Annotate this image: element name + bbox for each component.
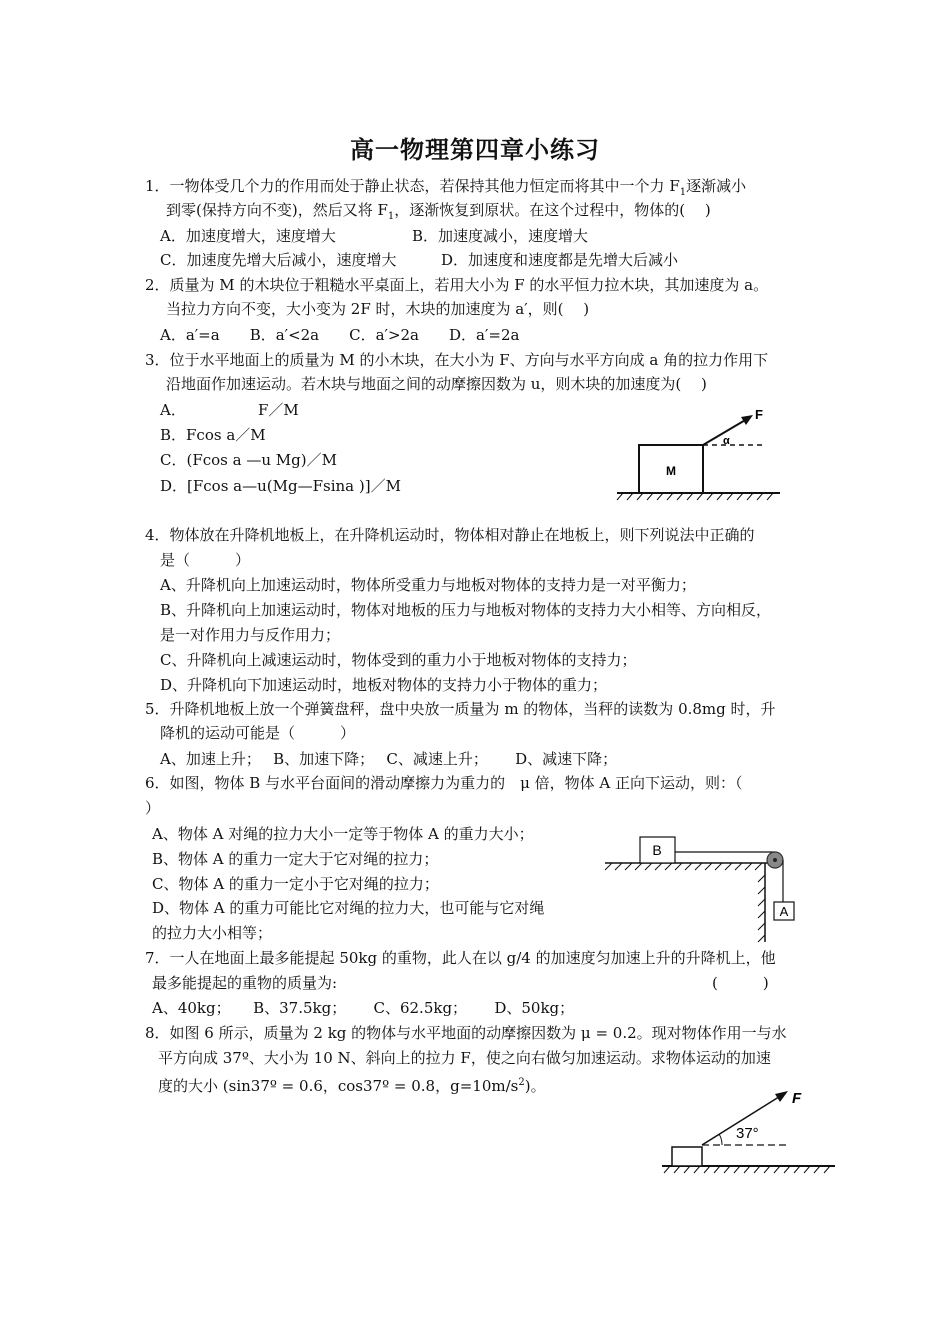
q4-option-b-line1: B、升降机向上加速运动时，物体对地板的压力与地板对物体的支持力大小相等、方向相反， <box>160 601 772 619</box>
q2-options: A．a′=a B．a′<2a C．a′>2a D．a′=2a <box>160 326 520 344</box>
angle-arc <box>719 1134 722 1145</box>
q7-stem-line1: 7．一人在地面上最多能提起 50kg 的重物，此人在以 g/4 的加速度匀加速上升的升降机上，他 <box>145 949 776 967</box>
q3-option-b: B．Fcos a／M <box>160 426 266 444</box>
q3-stem-line1: 3．位于水平地面上的质量为 M 的小木块，在大小为 F、方向与水平方向成 a 角的拉力作用下 <box>145 351 769 369</box>
page-title: 高一物理第四章小练习 <box>350 135 600 164</box>
q1-option-b: B．加速度减小，速度增大 <box>412 227 589 245</box>
q5-stem-line1: 5．升降机地板上放一个弹簧盘秤，盘中央放一质量为 m 的物体，当秤的读数为 0.8mg 时，升 <box>145 700 776 718</box>
force-arrowhead <box>741 415 753 425</box>
block <box>672 1147 702 1166</box>
q8-stem-line3: 度的大小 (sin37º = 0.6，cos37º = 0.8，$g=10m/s^2$)。 <box>158 1077 546 1095</box>
q4-stem-line1: 4．物体放在升降机地板上，在升降机运动时，物体相对静止在地板上，则下列说法中正确的 <box>145 526 755 544</box>
q8-figure <box>660 1085 840 1180</box>
q1-option-c: C．加速度先增大后减小，速度增大 <box>160 251 397 269</box>
q8-stem-line2: 平方向成 37º、大小为 10 N、斜向上的拉力 F，使之向右做匀加速运动。求物体运动的加速 <box>158 1049 771 1067</box>
q4-option-c: C、升降机向上减速运动时，物体受到的重力小于地板对物体的支持力； <box>160 651 637 669</box>
q6-option-c: C、物体 A 的重力一定小于它对绳的拉力； <box>152 875 439 893</box>
q4-option-b-line2: 是一对作用力与反作用力； <box>160 626 341 644</box>
q1-option-d: D．加速度和速度都是先增大后减小 <box>441 251 679 269</box>
block-a-label: A <box>779 904 789 919</box>
q6-option-d-line2: 的拉力大小相等； <box>152 924 273 942</box>
q4-stem-line2: 是（ ） <box>160 551 251 569</box>
q6-stem-line1: 6．如图，物体 B 与水平台面间的滑动摩擦力为重力的 μ 倍，物体 A 正向下运动，则：（ <box>145 774 743 792</box>
q4-option-d: D、升降机向下加速运动时，地板对物体的支持力小于物体的重力； <box>160 676 608 694</box>
table-hatching <box>605 863 762 870</box>
q3-option-a-label: A． <box>160 401 186 419</box>
angle-label: 37° <box>736 1125 759 1142</box>
q1-option-a: A．加速度增大，速度增大 <box>160 227 336 245</box>
angle-label: α <box>723 435 730 447</box>
q1-stem-line1: 1．一物体受几个力的作用而处于静止状态，若保持其他力恒定而将其中一个力 $F_1$逐渐减小 <box>145 177 747 198</box>
q6-figure <box>600 830 810 945</box>
pulley-axle <box>773 858 777 862</box>
q3-stem-line2: 沿地面作加速运动。若木块与地面之间的动摩擦因数为 u，则木块的加速度为( ) <box>166 375 707 393</box>
q7-answer-paren: ( ) <box>712 974 769 992</box>
q2-stem-line2: 当拉力方向不变，大小变为 2F 时，木块的加速度为 a′，则( ) <box>166 300 590 318</box>
q1-stem-line2: 到零(保持方向不变)，然后又将 $F_1$，逐渐恢复到原状。在这个过程中，物体的( ) <box>166 201 711 222</box>
q8-stem-line1: 8．如图 6 所示，质量为 2 kg 的物体与水平地面的动摩擦因数为 μ = 0.2。现对物体作用一与水 <box>145 1024 787 1042</box>
block-m-label: M <box>666 464 676 478</box>
q5-options: A、加速上升； B、加速下降； C、减速上升； D、减速下降； <box>160 750 618 768</box>
q6-option-a: A、物体 A 对绳的拉力大小一定等于物体 A 的重力大小； <box>152 825 534 843</box>
q6-option-b: B、物体 A 的重力一定大于它对绳的拉力； <box>152 850 439 868</box>
q2-stem-line1: 2．质量为 M 的木块位于粗糙水平桌面上，若用大小为 F 的水平恒力拉木块，其加速度为 a。 <box>145 276 769 294</box>
force-label: F <box>792 1090 802 1107</box>
q7-options: A、40kg； B、37.5kg； C、62.5kg； D、50kg； <box>152 999 575 1017</box>
side-hatching <box>758 875 765 942</box>
q3-option-c: C．(Fcos a —u Mg)／M <box>160 451 337 469</box>
block-b-label: B <box>652 842 662 858</box>
q3-option-d: D．[Fcos a—u(Mg—Fsina )]／M <box>160 477 401 495</box>
ground-hatching <box>617 493 773 500</box>
q5-stem-line2: 降机的运动可能是（ ） <box>160 724 356 742</box>
q7-stem-line2: 最多能提起的重物的质量为: <box>152 974 338 992</box>
q4-option-a: A、升降机向上加速运动时，物体所受重力与地板对物体的支持力是一对平衡力； <box>160 576 696 594</box>
q6-stem-line2: ） <box>145 799 161 817</box>
q6-option-d-line1: D、物体 A 的重力可能比它对绳的拉力大，也可能与它对绳 <box>152 899 545 917</box>
ground-hatching <box>664 1166 830 1173</box>
q3-figure <box>615 405 785 505</box>
q3-option-a-value: F／M <box>258 401 299 419</box>
force-arrowhead <box>775 1091 788 1102</box>
force-label: F <box>755 407 763 422</box>
